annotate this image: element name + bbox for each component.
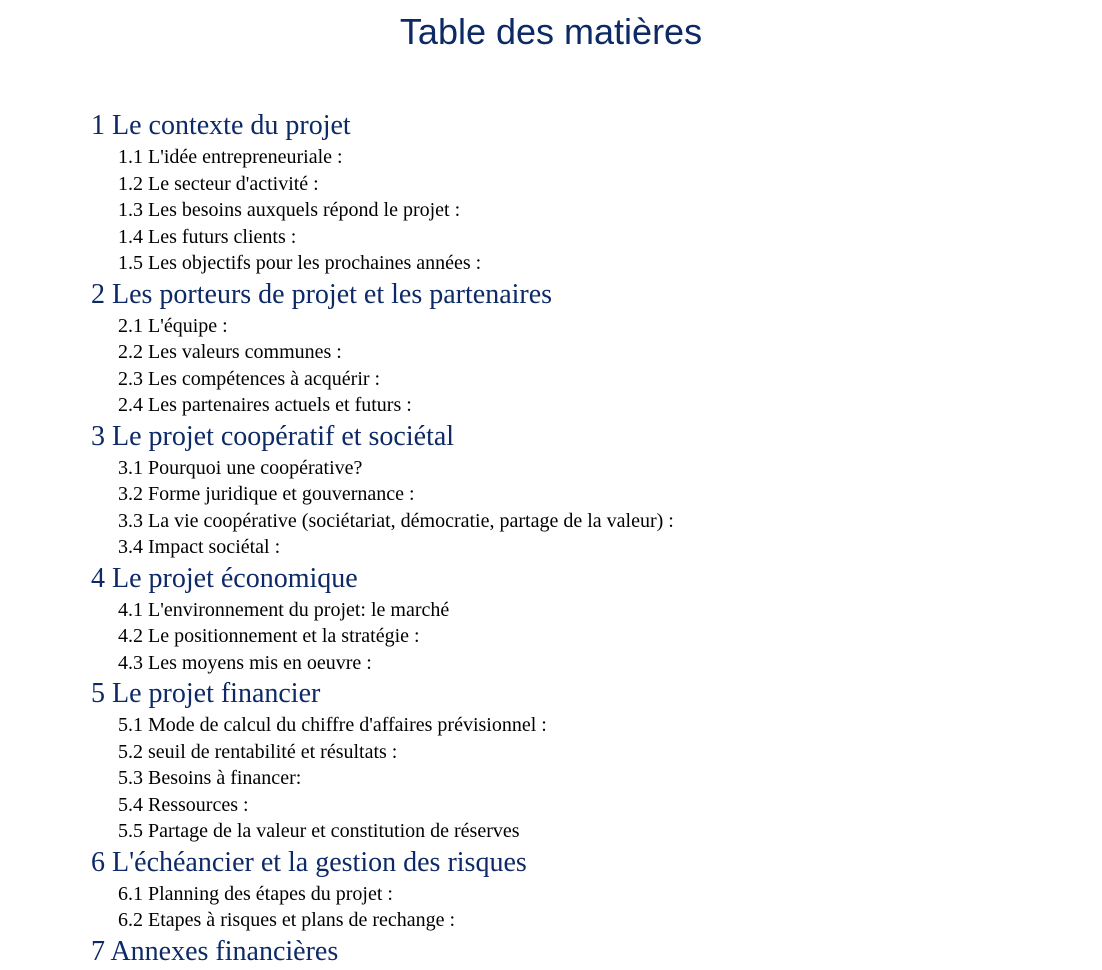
toc-section-2-1[interactable]: 2.1 L'équipe : (118, 314, 228, 337)
toc-section-3-1[interactable]: 3.1 Pourquoi une coopérative? (118, 456, 363, 479)
toc-section-5-5[interactable]: 5.5 Partage de la valeur et constitution de réserves (118, 820, 520, 842)
toc-section-1-2[interactable]: 1.2 Le secteur d'activité : (118, 172, 319, 195)
toc-chapter-3[interactable]: 3 Le projet coopératif et sociétal (91, 420, 455, 452)
toc-section-5-2[interactable]: 5.2 seuil de rentabilité et résultats : (118, 740, 398, 763)
toc-section-3-3[interactable]: 3.3 La vie coopérative (sociétariat, démocratie, partage de la valeur) : (118, 509, 674, 532)
table-of-contents (91, 108, 1081, 970)
toc-chapter-5[interactable]: 5 Le projet financier (91, 678, 321, 709)
toc-section-3-2[interactable]: 3.2 Forme juridique et gouvernance : (118, 483, 415, 505)
toc-section-5-3[interactable]: 5.3 Besoins à financer: (118, 767, 302, 789)
toc-chapter-7[interactable]: 7 Annexes financières (91, 935, 339, 967)
toc-chapter-6[interactable]: 6 L'échéancier et la gestion des risques (91, 846, 527, 878)
toc-section-5-1[interactable]: 5.1 Mode de calcul du chiffre d'affaires prévisionnel : (118, 714, 547, 736)
toc-section-1-3[interactable]: 1.3 Les besoins auxquels répond le projet : (118, 199, 461, 221)
toc-title: Table des matières (399, 11, 703, 52)
toc-section-2-4[interactable]: 2.4 Les partenaires actuels et futurs : (118, 394, 412, 416)
toc-section-4-2[interactable]: 4.2 Le positionnement et la stratégie : (118, 625, 420, 647)
toc-section-2-3[interactable]: 2.3 Les compétences à acquérir : (118, 367, 381, 390)
toc-section-2-2[interactable]: 2.2 Les valeurs communes : (118, 341, 342, 363)
toc-section-5-4[interactable]: 5.4 Ressources : (118, 793, 249, 816)
toc-section-1-5[interactable]: 1.5 Les objectifs pour les prochaines années : (118, 252, 482, 274)
toc-section-4-3[interactable]: 4.3 Les moyens mis en oeuvre : (118, 651, 372, 674)
toc-section-6-1[interactable]: 6.1 Planning des étapes du projet : (118, 882, 393, 905)
toc-chapter-2[interactable]: 2 Les porteurs de projet et les partenaires (91, 278, 553, 310)
toc-section-4-1[interactable]: 4.1 L'environnement du projet: le marché (118, 598, 450, 621)
toc-chapter-4[interactable]: 4 Le projet économique (91, 562, 358, 594)
toc-chapter-1[interactable]: 1 Le contexte du projet (91, 110, 351, 141)
toc-section-6-2[interactable]: 6.2 Etapes à risques et plans de rechange : (118, 909, 456, 931)
toc-section-1-1[interactable]: 1.1 L'idée entrepreneuriale : (118, 146, 343, 168)
toc-section-3-4[interactable]: 3.4 Impact sociétal : (118, 536, 281, 558)
toc-section-1-4[interactable]: 1.4 Les futurs clients : (118, 225, 297, 248)
